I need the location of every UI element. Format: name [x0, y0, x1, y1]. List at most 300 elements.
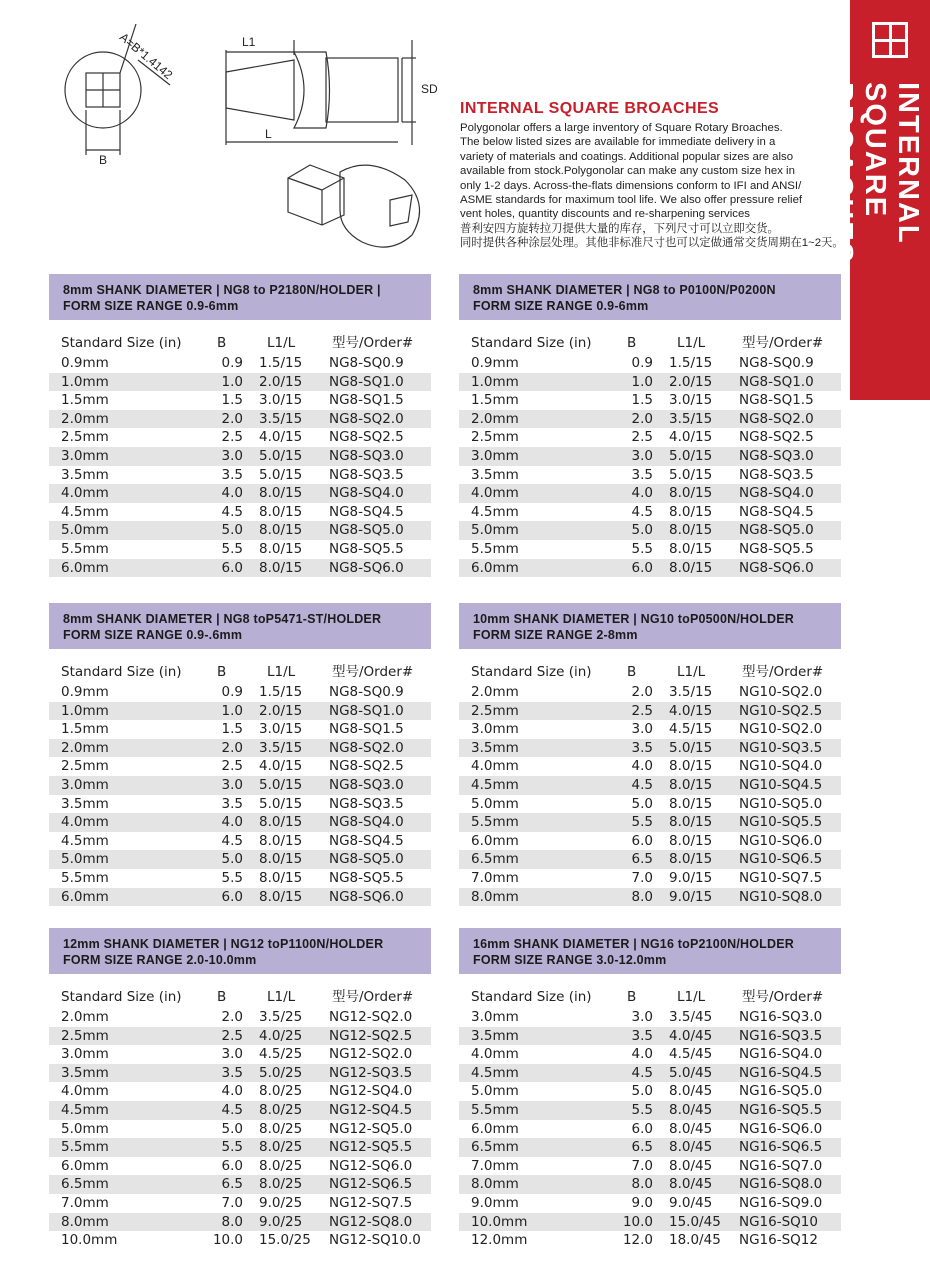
cell-l1-l: 8.0/15 — [259, 888, 303, 905]
col-order: 型号/Order# — [742, 989, 824, 1005]
cell-standard-size: 2.5mm — [61, 758, 109, 775]
table-row — [459, 354, 841, 373]
cell-b: 5.0 — [631, 522, 653, 539]
cell-standard-size: 3.0mm — [61, 1046, 109, 1063]
cell-b: 9.0 — [631, 1194, 653, 1211]
cell-l1-l: 8.0/15 — [669, 503, 713, 520]
cell-b: 8.0 — [221, 1213, 243, 1230]
cell-order: NG8-SQ1.5 — [739, 392, 814, 409]
cell-standard-size: 5.5mm — [471, 1101, 519, 1118]
cell-standard-size: 1.5mm — [61, 392, 109, 409]
table-row — [49, 869, 431, 888]
col-b: B — [627, 664, 637, 680]
cell-standard-size: 3.5mm — [61, 466, 109, 483]
cell-l1-l: 8.0/45 — [669, 1139, 713, 1156]
cell-l1-l: 8.0/15 — [669, 832, 713, 849]
cell-standard-size: 6.0mm — [61, 559, 109, 576]
table-row — [459, 1157, 841, 1176]
table-row — [459, 702, 841, 721]
cell-l1-l: 3.0/15 — [669, 392, 713, 409]
cell-l1-l: 8.0/45 — [669, 1101, 713, 1118]
cell-standard-size: 5.5mm — [471, 540, 519, 557]
table-row — [459, 832, 841, 851]
cell-standard-size: 4.5mm — [61, 1101, 109, 1118]
cell-l1-l: 3.0/15 — [259, 392, 303, 409]
cell-order: NG8-SQ3.0 — [739, 447, 814, 464]
cell-l1-l: 5.0/15 — [259, 466, 303, 483]
table-row — [459, 1008, 841, 1027]
cell-standard-size: 5.0mm — [471, 522, 519, 539]
column-headers — [459, 332, 841, 354]
cell-b: 1.5 — [631, 392, 653, 409]
table-row — [49, 503, 431, 522]
cell-l1-l: 15.0/45 — [669, 1213, 721, 1230]
cell-b: 8.0 — [631, 888, 653, 905]
cell-b: 7.0 — [631, 869, 653, 886]
table-row — [459, 1194, 841, 1213]
cell-standard-size: 4.0mm — [471, 1046, 519, 1063]
table-row — [459, 795, 841, 814]
cell-standard-size: 4.5mm — [61, 503, 109, 520]
cell-l1-l: 8.0/15 — [259, 540, 303, 557]
cell-standard-size: 8.0mm — [471, 1176, 519, 1193]
cell-b: 4.0 — [221, 1083, 243, 1100]
cell-standard-size: 2.5mm — [61, 429, 109, 446]
table-title-line1: 16mm SHANK DIAMETER | NG16 toP2100N/HOLDER — [473, 937, 794, 951]
table-row — [459, 410, 841, 429]
cell-b: 1.5 — [221, 721, 243, 738]
cell-l1-l: 9.0/15 — [669, 888, 713, 905]
table-row — [49, 1064, 431, 1083]
table-row — [49, 1213, 431, 1232]
cell-b: 1.0 — [221, 373, 243, 390]
cell-b: 6.5 — [221, 1176, 243, 1193]
cell-order: NG12-SQ2.5 — [329, 1027, 413, 1044]
cell-l1-l: 8.0/15 — [259, 851, 303, 868]
cell-standard-size: 4.5mm — [471, 776, 519, 793]
cell-order: NG12-SQ5.5 — [329, 1139, 413, 1156]
cell-l1-l: 2.0/15 — [669, 373, 713, 390]
cell-l1-l: 4.0/15 — [669, 429, 713, 446]
table-row — [49, 540, 431, 559]
cell-order: NG8-SQ3.5 — [739, 466, 814, 483]
col-l1-l: L1/L — [677, 664, 706, 680]
cell-b: 2.0 — [221, 410, 243, 427]
cell-b: 4.0 — [631, 485, 653, 502]
cell-l1-l: 4.0/15 — [259, 758, 303, 775]
table-row — [459, 739, 841, 758]
cell-l1-l: 4.0/15 — [669, 702, 713, 719]
table-row — [459, 683, 841, 702]
cell-order: NG8-SQ4.5 — [739, 503, 814, 520]
table-header — [459, 274, 841, 320]
cell-b: 0.9 — [221, 684, 243, 700]
cell-standard-size: 5.0mm — [471, 1083, 519, 1100]
table-row — [49, 1120, 431, 1139]
cell-b: 7.0 — [221, 1194, 243, 1211]
cell-l1-l: 9.0/25 — [259, 1213, 303, 1230]
cell-standard-size: 3.0mm — [471, 721, 519, 738]
cell-b: 4.0 — [631, 1046, 653, 1063]
cell-standard-size: 6.0mm — [471, 832, 519, 849]
cell-l1-l: 8.0/15 — [669, 795, 713, 812]
table-row — [459, 1045, 841, 1064]
cell-b: 2.5 — [221, 429, 243, 446]
cell-b: 0.9 — [631, 355, 653, 371]
intro-body — [460, 121, 850, 251]
cell-b: 3.0 — [631, 447, 653, 464]
cell-standard-size: 12.0mm — [471, 1232, 528, 1249]
cell-b: 2.5 — [221, 1027, 243, 1044]
cell-b: 4.0 — [221, 485, 243, 502]
cell-standard-size: 3.5mm — [471, 739, 519, 756]
table-title-line2: FORM SIZE RANGE 0.9-6mm — [473, 299, 649, 313]
cell-b: 3.0 — [221, 1046, 243, 1063]
cell-order: NG16-SQ3.5 — [739, 1027, 823, 1044]
table-row — [459, 757, 841, 776]
cell-b: 3.0 — [221, 447, 243, 464]
cell-b: 3.5 — [631, 1027, 653, 1044]
cell-b: 5.5 — [631, 814, 653, 831]
cell-order: NG8-SQ5.0 — [329, 522, 404, 539]
cell-l1-l: 5.0/15 — [259, 776, 303, 793]
cell-l1-l: 1.5/15 — [669, 355, 713, 371]
cell-l1-l: 8.0/45 — [669, 1176, 713, 1193]
table-row — [49, 447, 431, 466]
cell-l1-l: 8.0/25 — [259, 1083, 303, 1100]
cell-order: NG16-SQ9.0 — [739, 1194, 823, 1211]
cell-standard-size: 0.9mm — [61, 355, 109, 371]
cell-standard-size: 4.0mm — [61, 814, 109, 831]
size-table-ng10-p0500n — [459, 603, 841, 906]
cell-standard-size: 8.0mm — [61, 1213, 109, 1230]
cell-standard-size: 5.0mm — [61, 851, 109, 868]
cell-order: NG12-SQ10.0 — [329, 1232, 421, 1249]
table-row — [459, 373, 841, 392]
col-order: 型号/Order# — [332, 989, 414, 1005]
cell-b: 3.5 — [221, 466, 243, 483]
cell-standard-size: 3.0mm — [471, 447, 519, 464]
cell-l1-l: 3.0/15 — [259, 721, 303, 738]
cell-l1-l: 4.5/15 — [669, 721, 713, 738]
col-b: B — [627, 989, 637, 1005]
table-title-line1: 8mm SHANK DIAMETER | NG8 toP5471-ST/HOLDER — [63, 612, 382, 626]
cell-l1-l: 5.0/15 — [259, 447, 303, 464]
cell-standard-size: 2.0mm — [471, 684, 519, 700]
cell-order: NG8-SQ3.0 — [329, 776, 404, 793]
table-row — [49, 1008, 431, 1027]
cell-standard-size: 6.0mm — [61, 1157, 109, 1174]
cell-b: 10.0 — [212, 1232, 243, 1249]
cell-b: 2.0 — [221, 1009, 243, 1025]
cell-standard-size: 1.0mm — [61, 373, 109, 390]
cell-b: 12.0 — [622, 1232, 653, 1249]
cell-standard-size: 1.5mm — [471, 392, 519, 409]
cell-l1-l: 1.5/15 — [259, 684, 303, 700]
table-row — [459, 850, 841, 869]
col-l1-l: L1/L — [677, 989, 706, 1005]
cell-b: 6.5 — [631, 1139, 653, 1156]
cell-l1-l: 8.0/15 — [669, 485, 713, 502]
table-row — [49, 1194, 431, 1213]
cell-order: NG10-SQ2.0 — [739, 721, 823, 738]
cell-l1-l: 15.0/25 — [259, 1232, 311, 1249]
cell-order: NG12-SQ4.5 — [329, 1101, 413, 1118]
cell-order: NG10-SQ2.5 — [739, 702, 823, 719]
b-label: B — [99, 153, 108, 167]
cell-order: NG12-SQ2.0 — [329, 1046, 413, 1063]
cell-b: 8.0 — [631, 1176, 653, 1193]
col-standard-size: Standard Size (in) — [471, 335, 592, 351]
table-title-line2: FORM SIZE RANGE 2-8mm — [473, 628, 638, 642]
table-title-line1: 8mm SHANK DIAMETER | NG8 to P0100N/P0200N — [473, 283, 776, 297]
cell-b: 6.0 — [221, 1157, 243, 1174]
cell-l1-l: 5.0/25 — [259, 1064, 303, 1081]
cell-order: NG8-SQ6.0 — [739, 559, 814, 576]
cell-b: 6.0 — [631, 832, 653, 849]
intro-section — [460, 100, 850, 251]
table-row — [49, 373, 431, 392]
cell-standard-size: 7.0mm — [61, 1194, 109, 1211]
cell-standard-size: 6.0mm — [61, 888, 109, 905]
cell-b: 4.0 — [631, 758, 653, 775]
cell-b: 0.9 — [221, 355, 243, 371]
cell-b: 4.5 — [631, 503, 653, 520]
table-row — [49, 776, 431, 795]
cell-standard-size: 6.5mm — [471, 851, 519, 868]
cell-order: NG10-SQ4.0 — [739, 758, 823, 775]
cell-order: NG8-SQ1.5 — [329, 721, 404, 738]
cell-l1-l: 8.0/15 — [669, 814, 713, 831]
cell-order: NG8-SQ5.0 — [739, 522, 814, 539]
cell-order: NG8-SQ6.0 — [329, 888, 404, 905]
cell-order: NG8-SQ2.5 — [739, 429, 814, 446]
intro-line: ASME standards for maximum tool life. We also offer pressure relief — [460, 194, 803, 207]
cell-b: 2.5 — [631, 429, 653, 446]
table-row — [459, 503, 841, 522]
table-row — [49, 559, 431, 578]
cell-l1-l: 8.0/15 — [669, 851, 713, 868]
cell-order: NG8-SQ4.0 — [329, 814, 404, 831]
cell-standard-size: 4.0mm — [471, 758, 519, 775]
cell-order: NG10-SQ5.0 — [739, 795, 823, 812]
cell-standard-size: 2.0mm — [471, 410, 519, 427]
cell-standard-size: 4.5mm — [471, 503, 519, 520]
cell-standard-size: 6.0mm — [471, 559, 519, 576]
table-row — [459, 813, 841, 832]
cell-b: 5.5 — [221, 1139, 243, 1156]
table-row — [459, 1027, 841, 1046]
intro-line: Polygonolar offers a large inventory of Square Rotary Broaches. — [460, 122, 783, 134]
cell-order: NG16-SQ6.5 — [739, 1139, 823, 1156]
cell-order: NG8-SQ4.0 — [329, 485, 404, 502]
cell-standard-size: 8.0mm — [471, 888, 519, 905]
size-table-ng16-p2100n — [459, 928, 841, 1250]
cell-order: NG12-SQ7.5 — [329, 1194, 413, 1211]
cell-l1-l: 8.0/25 — [259, 1139, 303, 1156]
cell-l1-l: 18.0/45 — [669, 1232, 721, 1249]
cell-b: 3.0 — [221, 776, 243, 793]
cell-b: 7.0 — [631, 1157, 653, 1174]
cell-order: NG16-SQ8.0 — [739, 1176, 823, 1193]
cell-l1-l: 4.0/45 — [669, 1027, 713, 1044]
table-title-line2: FORM SIZE RANGE 2.0-10.0mm — [63, 953, 257, 967]
cell-standard-size: 4.5mm — [61, 832, 109, 849]
cell-order: NG8-SQ1.5 — [329, 392, 404, 409]
size-table-ng8-p5471 — [49, 603, 431, 906]
intro-line: 同时提供各种涂层处理。其他非标准尺寸也可以定做通常交货周期在1~2天。 — [460, 237, 844, 250]
cell-standard-size: 10.0mm — [61, 1232, 118, 1249]
cell-order: NG8-SQ5.5 — [329, 869, 404, 886]
cell-order: NG8-SQ1.0 — [329, 702, 404, 719]
cell-order: NG16-SQ5.5 — [739, 1101, 823, 1118]
table-row — [49, 1082, 431, 1101]
cell-order: NG10-SQ6.5 — [739, 851, 823, 868]
cell-b: 4.5 — [221, 832, 243, 849]
cell-b: 6.0 — [221, 559, 243, 576]
cell-order: NG8-SQ5.5 — [739, 540, 814, 557]
cell-order: NG8-SQ3.5 — [329, 795, 404, 812]
cell-order: NG8-SQ3.0 — [329, 447, 404, 464]
cell-b: 5.5 — [221, 540, 243, 557]
cell-l1-l: 8.0/15 — [259, 485, 303, 502]
cell-b: 5.5 — [631, 540, 653, 557]
col-b: B — [217, 335, 227, 351]
cell-b: 10.0 — [622, 1213, 653, 1230]
cell-order: NG16-SQ4.5 — [739, 1064, 823, 1081]
cell-order: NG10-SQ7.5 — [739, 869, 823, 886]
cell-l1-l: 8.0/25 — [259, 1176, 303, 1193]
intro-line: variety of materials and coatings. Additional popular sizes are also — [460, 150, 794, 163]
cell-b: 1.5 — [221, 392, 243, 409]
col-l1-l: L1/L — [677, 335, 706, 351]
column-headers — [459, 986, 841, 1008]
table-row — [49, 1175, 431, 1194]
cell-b: 5.0 — [631, 1083, 653, 1100]
cell-standard-size: 0.9mm — [61, 684, 109, 700]
table-title-line2: FORM SIZE RANGE 3.0-12.0mm — [473, 953, 667, 967]
table-row — [49, 354, 431, 373]
cell-standard-size: 4.0mm — [61, 485, 109, 502]
table-header — [49, 603, 431, 649]
banner-title: INTERNAL SQUARE BROACHES — [826, 82, 924, 264]
cell-order: NG8-SQ4.5 — [329, 503, 404, 520]
table-row — [459, 1101, 841, 1120]
cell-l1-l: 8.0/15 — [669, 776, 713, 793]
cell-order: NG12-SQ5.0 — [329, 1120, 413, 1137]
cell-l1-l: 8.0/15 — [669, 522, 713, 539]
cell-l1-l: 8.0/15 — [259, 559, 303, 576]
cell-order: NG8-SQ0.9 — [739, 355, 814, 371]
cell-standard-size: 6.5mm — [471, 1139, 519, 1156]
cell-b: 5.5 — [631, 1101, 653, 1118]
column-headers — [49, 332, 431, 354]
cell-order: NG8-SQ1.0 — [739, 373, 814, 390]
col-standard-size: Standard Size (in) — [61, 335, 182, 351]
cell-b: 5.0 — [631, 795, 653, 812]
cell-standard-size: 3.0mm — [61, 776, 109, 793]
cell-order: NG12-SQ2.0 — [329, 1009, 413, 1025]
cell-order: NG8-SQ2.0 — [329, 739, 404, 756]
table-row — [49, 466, 431, 485]
table-row — [49, 832, 431, 851]
cell-b: 4.5 — [631, 776, 653, 793]
intro-line: vent holes, quantity discounts and re-sharpening services — [460, 208, 750, 221]
table-row — [49, 391, 431, 410]
cell-standard-size: 5.0mm — [61, 1120, 109, 1137]
cell-b: 4.5 — [221, 503, 243, 520]
cell-l1-l: 8.0/25 — [259, 1101, 303, 1118]
intro-line: available from stock.Polygonolar can make any custom size hex in — [460, 165, 795, 178]
cell-b: 6.0 — [221, 888, 243, 905]
cell-b: 2.0 — [631, 684, 653, 700]
table-row — [49, 1231, 431, 1250]
cell-l1-l: 9.0/45 — [669, 1194, 713, 1211]
cell-order: NG12-SQ6.0 — [329, 1157, 413, 1174]
cell-l1-l: 8.0/25 — [259, 1120, 303, 1137]
cell-b: 2.5 — [631, 702, 653, 719]
cell-b: 2.0 — [631, 410, 653, 427]
cell-l1-l: 8.0/15 — [259, 503, 303, 520]
cell-l1-l: 8.0/45 — [669, 1120, 713, 1137]
cell-l1-l: 5.0/15 — [259, 795, 303, 812]
cell-b: 1.0 — [631, 373, 653, 390]
cell-order: NG8-SQ5.5 — [329, 540, 404, 557]
cell-standard-size: 7.0mm — [471, 1157, 519, 1174]
cell-standard-size: 3.5mm — [471, 1027, 519, 1044]
cell-b: 3.5 — [221, 1064, 243, 1081]
cell-standard-size: 1.5mm — [61, 721, 109, 738]
col-standard-size: Standard Size (in) — [61, 664, 182, 680]
cell-b: 1.0 — [221, 702, 243, 719]
cell-standard-size: 6.5mm — [61, 1176, 109, 1193]
cell-order: NG10-SQ2.0 — [739, 684, 823, 700]
cell-b: 6.5 — [631, 851, 653, 868]
col-standard-size: Standard Size (in) — [471, 989, 592, 1005]
cell-order: NG8-SQ2.0 — [739, 410, 814, 427]
table-row — [459, 1213, 841, 1232]
l1-label: L1 — [242, 35, 256, 49]
cell-b: 3.5 — [221, 795, 243, 812]
table-row — [49, 484, 431, 503]
cell-l1-l: 5.0/15 — [669, 739, 713, 756]
col-order: 型号/Order# — [742, 335, 824, 351]
cell-order: NG12-SQ8.0 — [329, 1213, 413, 1230]
intro-line: 普利安四方旋转拉刀提供大量的库存，下列尺寸可以立即交货。 — [460, 222, 779, 235]
cell-order: NG8-SQ0.9 — [329, 355, 404, 371]
table-row — [459, 559, 841, 578]
cell-standard-size: 3.5mm — [471, 466, 519, 483]
cell-b: 5.5 — [221, 869, 243, 886]
col-standard-size: Standard Size (in) — [61, 989, 182, 1005]
size-table-ng12-p1100n — [49, 928, 431, 1250]
cell-standard-size: 3.5mm — [61, 795, 109, 812]
cell-order: NG16-SQ12 — [739, 1232, 818, 1249]
table-row — [49, 1045, 431, 1064]
table-title-line2: FORM SIZE RANGE 0.9-.6mm — [63, 628, 243, 642]
table-header — [49, 928, 431, 974]
cell-l1-l: 8.0/15 — [669, 559, 713, 576]
cell-standard-size: 10.0mm — [471, 1213, 528, 1230]
table-row — [49, 428, 431, 447]
column-headers — [49, 661, 431, 683]
logo-icon — [872, 22, 908, 58]
col-l1-l: L1/L — [267, 335, 296, 351]
table-row — [49, 850, 431, 869]
table-row — [459, 428, 841, 447]
table-row — [459, 1082, 841, 1101]
cell-order: NG16-SQ10 — [739, 1213, 818, 1230]
